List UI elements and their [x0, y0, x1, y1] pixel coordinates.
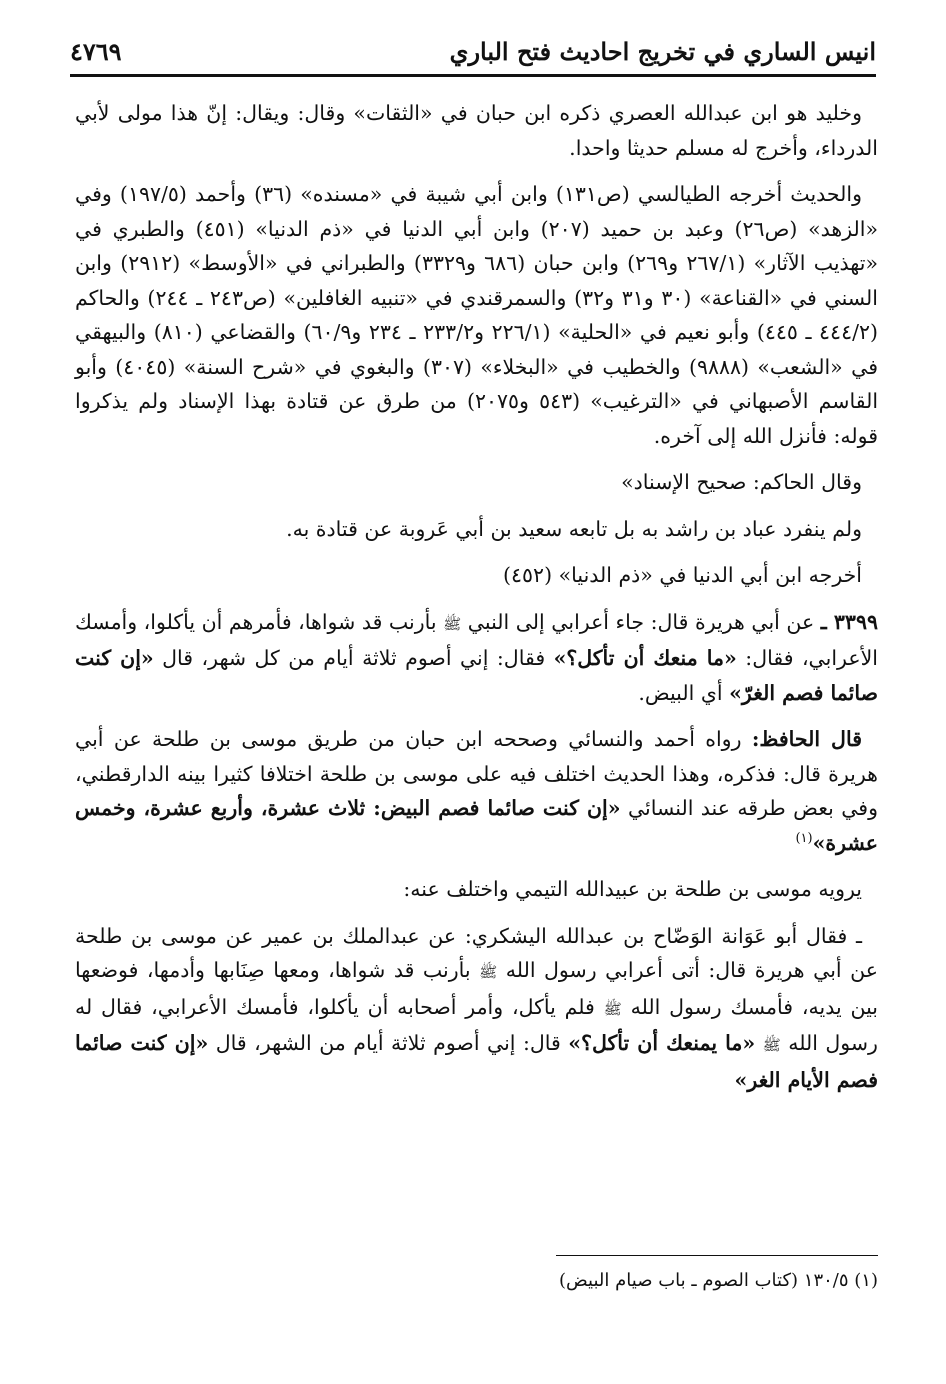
hafiz-label: قال الحافظ: [751, 727, 862, 751]
abu-awana-text: قال: إني أصوم ثلاثة أيام من الشهر، قال [215, 1031, 561, 1055]
abu-awana-text: بأرنب قد شواها، ومعها صِنَابها وأدمها، فوضعها بين يديه، فأمسك رسول الله [75, 958, 878, 1019]
hadith-text: أي البيض. [638, 680, 723, 705]
salutation-glyph: ﷺ [603, 999, 622, 1018]
abu-awana-quote: «ما يمنعك أن تأكل؟» [568, 1031, 756, 1055]
page-header [70, 28, 876, 77]
footnote-divider [556, 1255, 878, 1256]
salutation-glyph: ﷺ [479, 963, 498, 981]
hadith-text: بأرنب قد شواها، فأمرهم أن يأكلوا، وأمسك الأعرابي، فقال: [75, 609, 878, 670]
paragraph-abu-awana [75, 919, 878, 1098]
paragraph-hakim: وقال الحاكم: صحيح الإسناد» [621, 470, 862, 494]
paragraph-khulaid: وخليد هو ابن عبدالله العصري ذكره ابن حبان في «الثقات» وقال: ويقال: إنّ هذا مولى لأبي الدرداء، وأخرج له مسلم حديثا واحدا. [75, 101, 878, 160]
paragraph-hafiz [75, 722, 878, 860]
paragraph-yarwihi: يرويه موسى بن طلحة بن عبيدالله التيمي واختلف عنه: [403, 877, 862, 901]
salutation-glyph: ﷺ [762, 1036, 781, 1054]
paragraph-ibn-abi-dunya: أخرجه ابن أبي الدنيا في «ذم الدنيا» (٤٥٢) [503, 563, 862, 587]
hadith-number: ٣٣٩٩ ـ [820, 609, 878, 634]
footnote-marker[interactable]: (١) [795, 830, 813, 846]
abu-awana-quote: «إن كنت صائما فصم الأيام الغر» [75, 1031, 878, 1092]
paragraph-mutaba: ولم ينفرد عباد بن راشد به بل تابعه سعيد بن أبي عَروبة عن قتادة به. [286, 516, 862, 541]
abu-awana-text: فلم يأكل، وأمر أصحابه أن يأكلوا، فأمسك الأعرابي، فقال له رسول الله [75, 994, 878, 1055]
page-number: ٤٧٦٩ [70, 36, 122, 66]
hafiz-quote: «إن كنت صائما فصم البيض: ثلاث عشرة، وأربع عشرة، وخمس عشرة» [75, 796, 878, 855]
hadith-quote: «ما منعك أن تأكل؟» [553, 646, 737, 670]
footnote: (١) ١٣٠/٥ (كتاب الصوم ـ باب صيام البيض) [558, 1270, 878, 1291]
salutation-glyph: ﷺ [443, 614, 462, 633]
hadith-text: فقال: إني أصوم ثلاثة أيام من كل شهر، قال [162, 646, 546, 670]
hadith-quote: «إن كنت صائما فصم الغرّ» [75, 646, 878, 705]
hafiz-text: رواه أحمد والنسائي وصححه ابن حبان من طريق موسى بن طلحة عن أبي هريرة قال: فذكره، وهذا الحديث اختلف فيه على موسى بن طلحة اختلافا كثيرا بينه الدارقطني، وفي بعض طرقه عند النسائي [75, 727, 878, 820]
hadith-3399 [75, 605, 878, 711]
page-body [75, 96, 878, 1109]
abu-awana-text: ـ فقال أبو عَوَانة الوَضّاح بن عبدالله اليشكري: عن عبدالملك بن عمير عن موسى بن طلحة عن أبي هريرة قال: أتى أعرابي رسول الله [75, 923, 878, 982]
book-title: انيس الساري في تخريج احاديث فتح الباري [449, 36, 876, 66]
paragraph-takhrij: والحديث أخرجه الطيالسي (ص١٣١) وابن أبي شيبة في «مسنده» (٣٦) وأحمد (١٩٧/٥) وفي «الزهد» (ص٢٦) وعبد بن حميد (٢٠٧) وابن أبي الدنيا في «ذم الدنيا» (٤٥١) والطبري في «تهذيب الآثار» (٢٦٧/١ و٢٦٩) وابن حبان (٦٨٦ و٣٣٢٩) والطبراني في «الأوسط» (٢٩١٢) وابن السني في «القناعة» (٣٠ و٣١ و٣٢) والسمرقندي في «تنبيه الغافلين» (ص٢٤٣ ـ ٢٤٤) والحاكم (٤٤٤/٢ ـ ٤٤٥) وأبو نعيم في «الحلية» (٢٢٦/١ و٢٣٣/٢ ـ ٢٣٤ و٦٠/٩) والقضاعي (٨١٠) والبيهقي في «الشعب» (٩٨٨٨) والخطيب في «البخلاء» (٣٠٧) والبغوي في «شرح السنة» (٤٠٤٥) وأبو القاسم الأصبهاني في «الترغيب» (٥٤٣ و٢٠٧٥) من طرق عن قتادة بهذا الإسناد ولم يذكروا قوله: فأنزل الله إلى آخره. [75, 182, 879, 448]
hadith-text: عن أبي هريرة قال: جاء أعرابي إلى النبي [467, 609, 815, 634]
